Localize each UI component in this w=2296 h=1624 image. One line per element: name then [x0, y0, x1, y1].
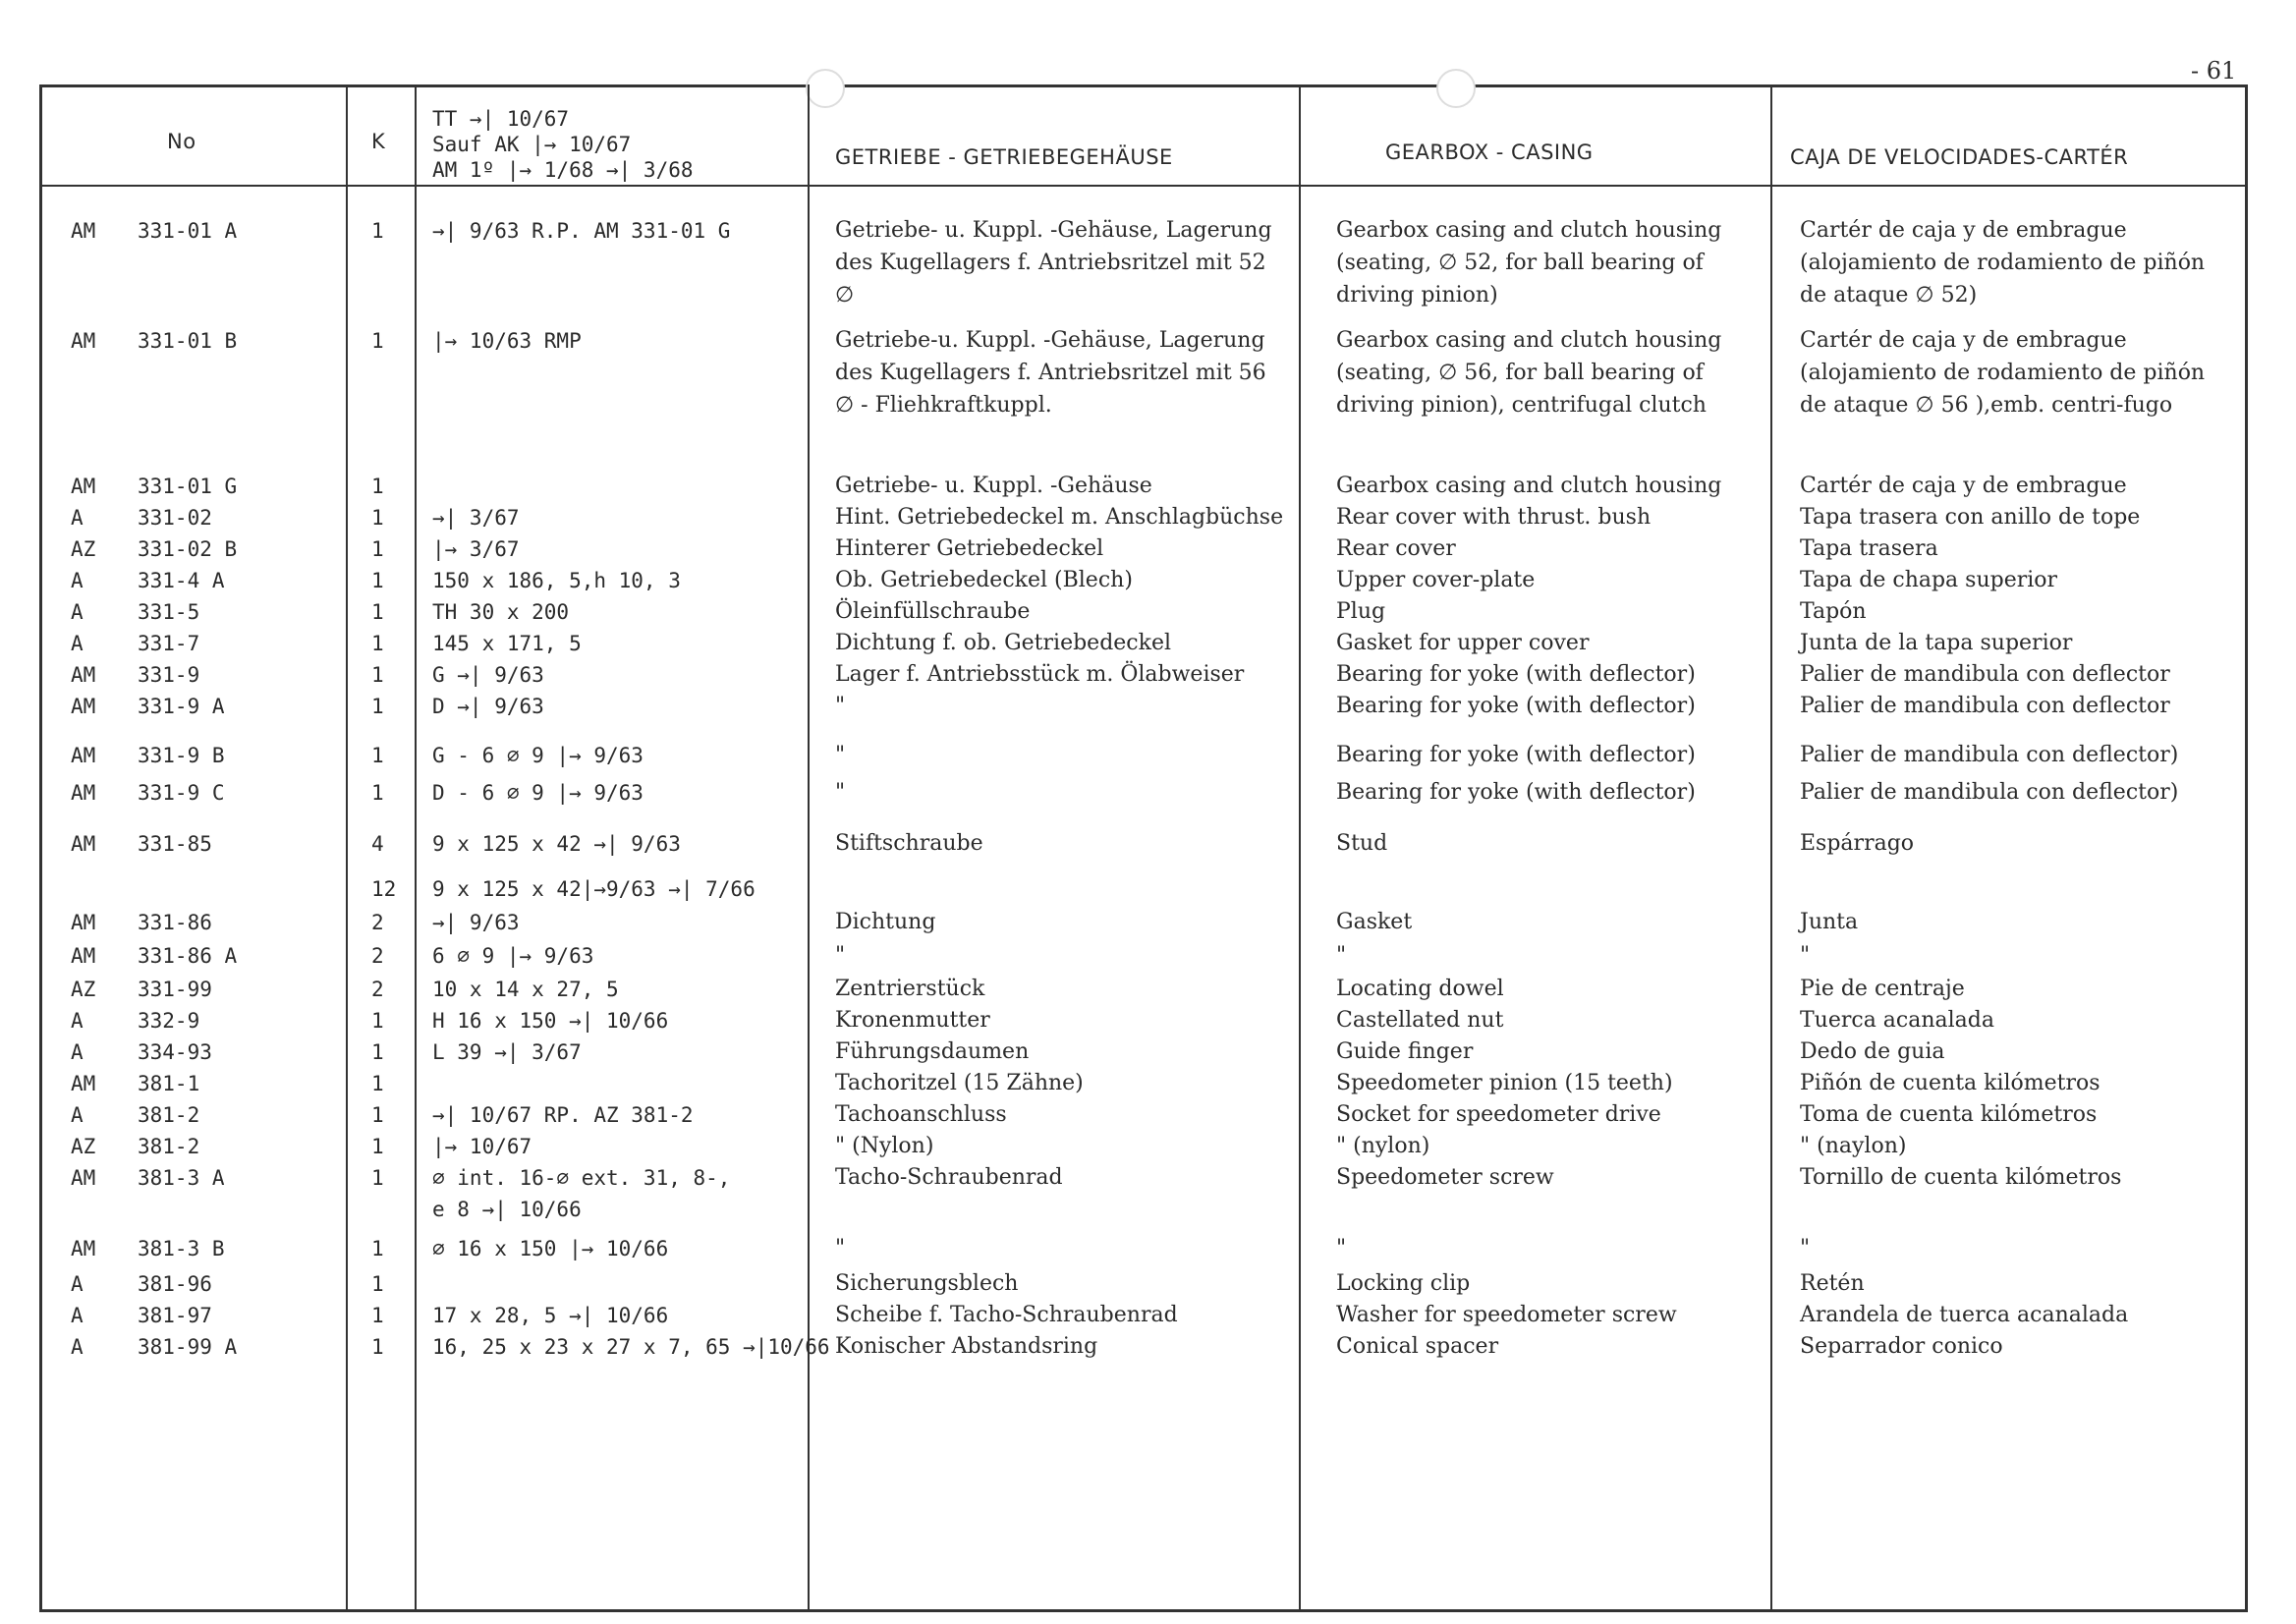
german-description: Dichtung f. ob. Getriebedeckel: [835, 631, 1171, 655]
german-description: ": [835, 743, 846, 767]
english-description: Upper cover-plate: [1336, 568, 1536, 592]
spanish-description: Cartér de caja y de embrague: [1800, 474, 2127, 498]
spanish-description: Retén: [1800, 1271, 1865, 1296]
tt-note: |→ 10/67: [432, 1135, 532, 1158]
column-divider: [1299, 84, 1301, 1612]
german-description: Konischer Abstandsring: [835, 1334, 1098, 1359]
quantity: 1: [371, 1272, 384, 1296]
spanish-description: Dedo de guia: [1800, 1039, 1945, 1064]
part-number: 331-02 B: [138, 537, 238, 561]
part-prefix: AM: [71, 475, 96, 498]
part-number: 381-2: [138, 1135, 200, 1158]
quantity: 1: [371, 1072, 384, 1095]
quantity: 1: [371, 695, 384, 718]
part-number: 331-85: [138, 832, 212, 856]
english-description: Bearing for yoke (with deflector): [1336, 662, 1696, 687]
part-number: 381-3 A: [138, 1166, 225, 1190]
spanish-description: Junta de la tapa superior: [1800, 631, 2073, 655]
part-number: 331-9: [138, 663, 200, 687]
tt-note: |→ 10/63 RMP: [432, 329, 582, 353]
tt-note: G - 6 ∅ 9 |→ 9/63: [432, 744, 644, 767]
english-description: Rear cover: [1336, 536, 1456, 561]
part-prefix: AZ: [71, 978, 96, 1001]
english-description: Locking clip: [1336, 1271, 1471, 1296]
quantity: 1: [371, 506, 384, 530]
column-divider: [415, 84, 417, 1612]
part-prefix: AM: [71, 1072, 96, 1095]
english-description: Speedometer screw: [1336, 1165, 1554, 1190]
column-divider: [808, 84, 810, 1612]
tt-note: L 39 →| 3/67: [432, 1040, 582, 1064]
quantity: 1: [371, 329, 384, 353]
quantity: 1: [371, 537, 384, 561]
english-description: ": [1336, 1236, 1347, 1260]
quantity: 1: [371, 1040, 384, 1064]
german-description: Stiftschraube: [835, 831, 983, 856]
quantity: 1: [371, 1009, 384, 1033]
english-description: Washer for speedometer screw: [1336, 1303, 1677, 1327]
quantity: 1: [371, 569, 384, 592]
german-description: Getriebe-u. Kuppl. -Gehäuse, Lagerung des Kugellagers f. Antriebsritzel mit 56 ∅ - Fliehkraftkuppl.: [835, 328, 1266, 418]
part-prefix: A: [71, 1272, 84, 1296]
tt-note: →| 3/67: [432, 506, 520, 530]
german-description: Zentrierstück: [835, 977, 985, 1001]
part-prefix: A: [71, 1009, 84, 1033]
spanish-description: Tapa trasera con anillo de tope: [1800, 505, 2141, 530]
german-description: ": [835, 943, 846, 968]
header-tt-line: Sauf AK |→ 10/67: [432, 133, 632, 156]
english-description: Bearing for yoke (with deflector): [1336, 694, 1696, 718]
german-description: Ob. Getriebedeckel (Blech): [835, 568, 1133, 592]
part-prefix: A: [71, 1304, 84, 1327]
english-description: Gasket: [1336, 910, 1413, 934]
quantity: 1: [371, 1103, 384, 1127]
quantity: 1: [371, 744, 384, 767]
quantity: 12: [371, 877, 397, 901]
german-description: Scheibe f. Tacho-Schraubenrad: [835, 1303, 1178, 1327]
part-number: 381-96: [138, 1272, 212, 1296]
page-number: - 61: [2191, 57, 2237, 84]
part-number: 331-01 A: [138, 219, 238, 243]
tt-note: H 16 x 150 →| 10/66: [432, 1009, 669, 1033]
tt-note: →| 10/67 RP. AZ 381-2: [432, 1103, 694, 1127]
spanish-description: Palier de mandibula con deflector): [1800, 780, 2179, 805]
header-spanish: CAJA DE VELOCIDADES-CARTÉR: [1790, 145, 2129, 169]
tt-note: 9 x 125 x 42 →| 9/63: [432, 832, 681, 856]
german-description: Lager f. Antriebsstück m. Ölabweiser: [835, 662, 1245, 687]
tt-note: D - 6 ∅ 9 |→ 9/63: [432, 781, 644, 805]
tt-note: →| 9/63: [432, 911, 520, 934]
german-description: Getriebe- u. Kuppl. -Gehäuse, Lagerung des Kugellagers f. Antriebsritzel mit 52 ∅: [835, 218, 1272, 308]
header-no: No: [167, 130, 196, 153]
part-prefix: A: [71, 1335, 84, 1359]
tt-note: 10 x 14 x 27, 5: [432, 978, 619, 1001]
header-tt: [432, 106, 694, 183]
column-divider: [346, 84, 348, 1612]
spanish-description: Tapón: [1800, 599, 1867, 624]
quantity: 2: [371, 978, 384, 1001]
german-description: Sicherungsblech: [835, 1271, 1019, 1296]
quantity: 1: [371, 1237, 384, 1260]
part-number: 381-3 B: [138, 1237, 225, 1260]
part-prefix: AM: [71, 944, 96, 968]
part-prefix: AM: [71, 1237, 96, 1260]
spanish-description: Palier de mandibula con deflector: [1800, 694, 2170, 718]
part-prefix: A: [71, 1040, 84, 1064]
spanish-description: Pie de centraje: [1800, 977, 1965, 1001]
tt-note: e 8 →| 10/66: [432, 1198, 582, 1221]
part-prefix: AM: [71, 744, 96, 767]
english-description: Plug: [1336, 599, 1386, 624]
punch-hole: [806, 69, 845, 108]
part-prefix: AM: [71, 219, 96, 243]
german-description: Hint. Getriebedeckel m. Anschlagbüchse: [835, 505, 1284, 530]
spanish-description: " (naylon): [1800, 1134, 1907, 1158]
tt-note: 16, 25 x 23 x 27 x 7, 65 →|10/66: [432, 1335, 830, 1359]
english-description: Guide finger: [1336, 1039, 1474, 1064]
english-description: Speedometer pinion (15 teeth): [1336, 1071, 1673, 1095]
part-number: 331-5: [138, 600, 200, 624]
part-number: 381-97: [138, 1304, 212, 1327]
german-description: ": [835, 1236, 846, 1260]
tt-note: →| 9/63 R.P. AM 331-01 G: [432, 219, 731, 243]
header-k: K: [371, 130, 386, 153]
english-description: Stud: [1336, 831, 1388, 856]
part-number: 331-7: [138, 632, 200, 655]
german-description: Führungsdaumen: [835, 1039, 1030, 1064]
spanish-description: Espárrago: [1800, 831, 1915, 856]
spanish-description: Tornillo de cuenta kilómetros: [1800, 1165, 2122, 1190]
part-prefix: A: [71, 569, 84, 592]
tt-note: TH 30 x 200: [432, 600, 570, 624]
tt-note: G →| 9/63: [432, 663, 544, 687]
spanish-description: Cartér de caja y de embrague (alojamiento de rodamiento de piñón de ataque ∅ 56 ),emb. centri-fugo: [1800, 328, 2206, 418]
english-description: Gearbox casing and clutch housing (seating, ∅ 52, for ball bearing of driving pinion): [1336, 218, 1722, 308]
spanish-description: Palier de mandibula con deflector): [1800, 743, 2179, 767]
part-number: 331-86 A: [138, 944, 238, 968]
tt-note: 6 ∅ 9 |→ 9/63: [432, 944, 594, 968]
english-description: Socket for speedometer drive: [1336, 1102, 1661, 1127]
quantity: 1: [371, 1335, 384, 1359]
part-prefix: A: [71, 506, 84, 530]
part-prefix: AM: [71, 832, 96, 856]
quantity: 1: [371, 475, 384, 498]
german-description: Tachoanschluss: [835, 1102, 1007, 1127]
spanish-description: ": [1800, 943, 1811, 968]
part-number: 381-2: [138, 1103, 200, 1127]
part-number: 331-9 B: [138, 744, 225, 767]
english-description: ": [1336, 943, 1347, 968]
part-number: 331-4 A: [138, 569, 225, 592]
tt-note: |→ 3/67: [432, 537, 520, 561]
part-prefix: A: [71, 632, 84, 655]
part-prefix: AM: [71, 663, 96, 687]
spanish-description: Junta: [1800, 910, 1859, 934]
spanish-description: Cartér de caja y de embrague (alojamiento de rodamiento de piñón de ataque ∅ 52): [1800, 218, 2206, 308]
english-description: Gasket for upper cover: [1336, 631, 1590, 655]
header-divider: [39, 185, 2248, 187]
part-number: 331-01 G: [138, 475, 238, 498]
english-description: Gearbox casing and clutch housing: [1336, 474, 1722, 498]
part-prefix: AM: [71, 329, 96, 353]
german-description: Kronenmutter: [835, 1008, 990, 1033]
german-description: Öleinfüllschraube: [835, 599, 1031, 624]
english-description: Gearbox casing and clutch housing (seating, ∅ 56, for ball bearing of driving pinion), centrifugal clutch: [1336, 328, 1722, 418]
quantity: 1: [371, 219, 384, 243]
spanish-description: Tuerca acanalada: [1800, 1008, 1994, 1033]
spanish-description: Toma de cuenta kilómetros: [1800, 1102, 2098, 1127]
part-number: 331-99: [138, 978, 212, 1001]
tt-note: D →| 9/63: [432, 695, 544, 718]
english-description: Locating dowel: [1336, 977, 1504, 1001]
quantity: 2: [371, 911, 384, 934]
tt-note: ∅ 16 x 150 |→ 10/66: [432, 1237, 669, 1260]
quantity: 4: [371, 832, 384, 856]
part-number: 381-99 A: [138, 1335, 238, 1359]
quantity: 1: [371, 632, 384, 655]
header-german: GETRIEBE - GETRIEBEGEHÄUSE: [835, 145, 1173, 169]
quantity: 1: [371, 1304, 384, 1327]
part-prefix: AM: [71, 1166, 96, 1190]
part-number: 331-9 C: [138, 781, 225, 805]
german-description: " (Nylon): [835, 1134, 934, 1158]
part-prefix: AZ: [71, 537, 96, 561]
english-description: Castellated nut: [1336, 1008, 1504, 1033]
english-description: Bearing for yoke (with deflector): [1336, 780, 1696, 805]
german-description: Getriebe- u. Kuppl. -Gehäuse: [835, 474, 1152, 498]
part-number: 381-1: [138, 1072, 200, 1095]
spanish-description: Tapa trasera: [1800, 536, 1938, 561]
german-description: Dichtung: [835, 910, 936, 934]
german-description: ": [835, 780, 846, 805]
german-description: Hinterer Getriebedeckel: [835, 536, 1104, 561]
spanish-description: Tapa de chapa superior: [1800, 568, 2058, 592]
spanish-description: Arandela de tuerca acanalada: [1800, 1303, 2129, 1327]
part-prefix: A: [71, 1103, 84, 1127]
part-number: 331-9 A: [138, 695, 225, 718]
english-description: Bearing for yoke (with deflector): [1336, 743, 1696, 767]
tt-note: ∅ int. 16-∅ ext. 31, 8-,: [432, 1166, 731, 1190]
part-prefix: AZ: [71, 1135, 96, 1158]
german-description: ": [835, 694, 846, 718]
quantity: 1: [371, 663, 384, 687]
quantity: 1: [371, 1135, 384, 1158]
quantity: 2: [371, 944, 384, 968]
header-english: GEARBOX - CASING: [1385, 140, 1594, 164]
english-description: Conical spacer: [1336, 1334, 1499, 1359]
part-prefix: AM: [71, 911, 96, 934]
german-description: Tachoritzel (15 Zähne): [835, 1071, 1084, 1095]
quantity: 1: [371, 781, 384, 805]
part-number: 334-93: [138, 1040, 212, 1064]
part-prefix: AM: [71, 695, 96, 718]
header-tt-line: AM 1º |→ 1/68 →| 3/68: [432, 158, 694, 182]
part-number: 331-86: [138, 911, 212, 934]
quantity: 1: [371, 1166, 384, 1190]
english-description: Rear cover with thrust. bush: [1336, 505, 1652, 530]
tt-note: 150 x 186, 5,h 10, 3: [432, 569, 681, 592]
spanish-description: Separrador conico: [1800, 1334, 2003, 1359]
part-prefix: AM: [71, 781, 96, 805]
spanish-description: Piñón de cuenta kilómetros: [1800, 1071, 2100, 1095]
part-number: 332-9: [138, 1009, 200, 1033]
header-tt-line: TT →| 10/67: [432, 107, 570, 131]
column-divider: [1770, 84, 1772, 1612]
tt-note: 145 x 171, 5: [432, 632, 582, 655]
punch-hole: [1436, 69, 1476, 108]
spanish-description: Palier de mandibula con deflector: [1800, 662, 2170, 687]
quantity: 1: [371, 600, 384, 624]
part-prefix: A: [71, 600, 84, 624]
tt-note: 9 x 125 x 42|→9/63 →| 7/66: [432, 877, 756, 901]
english-description: " (nylon): [1336, 1134, 1430, 1158]
spanish-description: ": [1800, 1236, 1811, 1260]
part-number: 331-01 B: [138, 329, 238, 353]
tt-note: 17 x 28, 5 →| 10/66: [432, 1304, 669, 1327]
part-number: 331-02: [138, 506, 212, 530]
german-description: Tacho-Schraubenrad: [835, 1165, 1063, 1190]
